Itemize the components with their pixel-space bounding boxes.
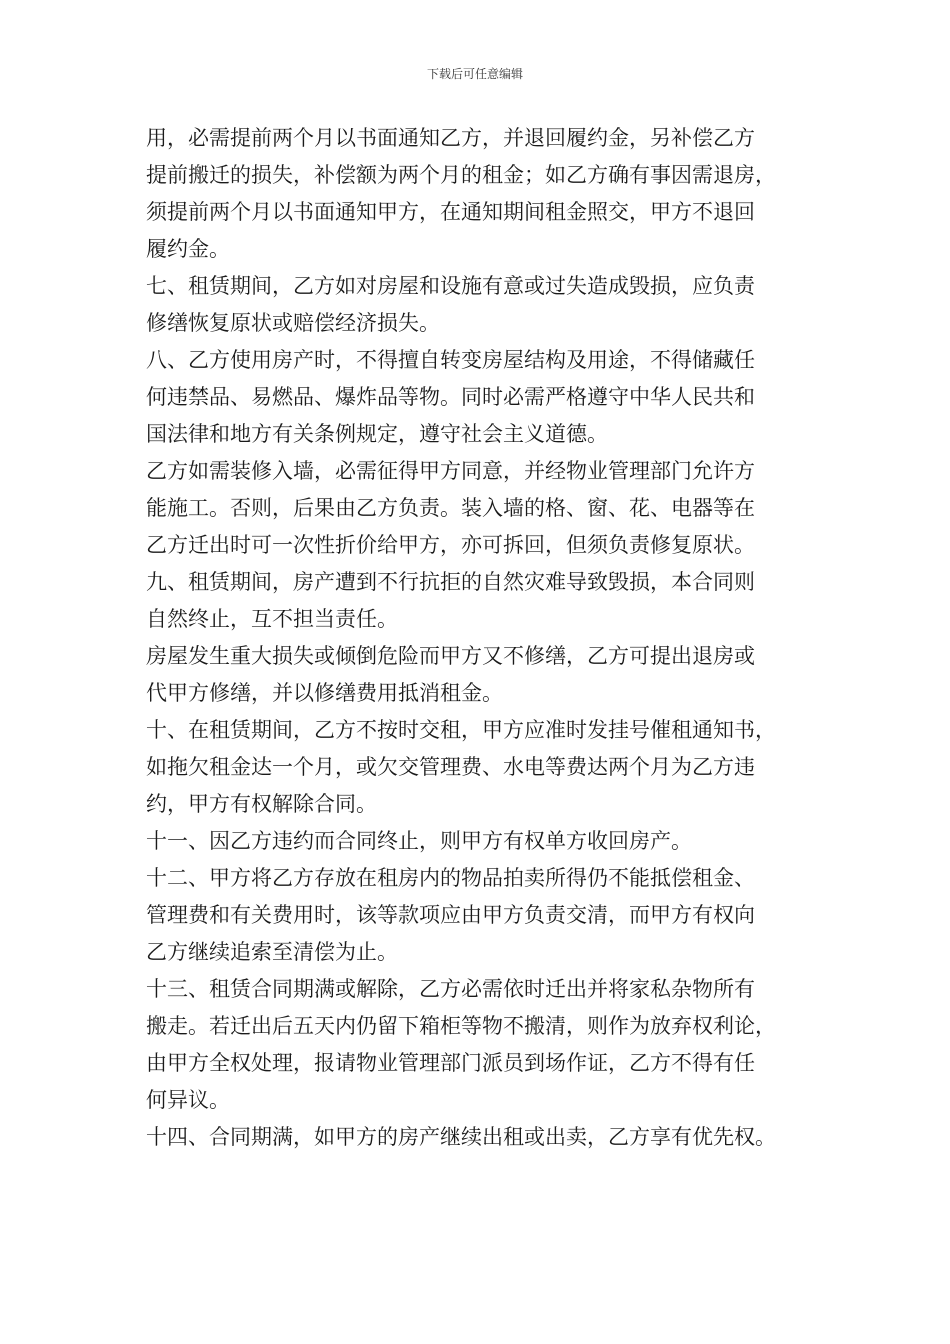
text-line: 乙方继续追索至清偿为止。 (146, 940, 398, 964)
text-line: 能施工。否则，后果由乙方负责。装入墙的格、窗、花、电器等在 (146, 496, 755, 520)
text-line: 由甲方全权处理，报请物业管理部门派员到场作证，乙方不得有任 (146, 1051, 755, 1075)
clause-9 (146, 564, 826, 638)
clause-14 (146, 1119, 826, 1156)
text-line: 履约金。 (146, 237, 230, 261)
text-line: 七、租赁期间，乙方如对房屋和设施有意或过失造成毁损，应负责 (146, 274, 755, 298)
clause-8-renovation (146, 453, 826, 564)
clause-11 (146, 823, 826, 860)
clause-8 (146, 342, 826, 453)
text-line: 国法律和地方有关条例规定，遵守社会主义道德。 (146, 422, 608, 446)
clause-13 (146, 971, 826, 1119)
clause-7 (146, 268, 826, 342)
page-header: 下载后可任意编辑 (426, 67, 523, 81)
text-line: 管理费和有关费用时，该等款项应由甲方负责交清，而甲方有权向 (146, 903, 755, 927)
clause-12 (146, 860, 826, 971)
text-line: 提前搬迁的损失，补偿额为两个月的租金；如乙方确有事因需退房， (146, 163, 776, 187)
text-line: 乙方如需装修入墙，必需征得甲方同意，并经物业管理部门允许方 (146, 459, 755, 483)
text-line: 十一、因乙方违约而合同终止，则甲方有权单方收回房产。 (146, 829, 692, 853)
text-line: 十二、甲方将乙方存放在租房内的物品拍卖所得仍不能抵偿租金、 (146, 866, 755, 890)
text-line: 自然终止，互不担当责任。 (146, 607, 398, 631)
clause-9-damage (146, 638, 826, 712)
text-line: 代甲方修缮，并以修缮费用抵消租金。 (146, 681, 503, 705)
text-line: 十三、租赁合同期满或解除，乙方必需依时迁出并将家私杂物所有 (146, 977, 755, 1001)
text-line: 乙方迁出时可一次性折价给甲方，亦可拆回，但须负责修复原状。 (146, 533, 755, 557)
clause-10 (146, 712, 826, 823)
paragraph-continuation (146, 120, 826, 268)
text-line: 八、乙方使用房产时，不得擅自转变房屋结构及用途，不得储藏任 (146, 348, 755, 372)
text-line: 约，甲方有权解除合同。 (146, 792, 377, 816)
text-line: 十四、合同期满，如甲方的房产继续出租或出卖，乙方享有优先权。 (146, 1125, 776, 1149)
text-line: 用，必需提前两个月以书面通知乙方，并退回履约金，另补偿乙方 (146, 126, 755, 150)
text-line: 十、在租赁期间，乙方不按时交租，甲方应准时发挂号催租通知书， (146, 718, 776, 742)
text-line: 何违禁品、易燃品、爆炸品等物。同时必需严格遵守中华人民共和 (146, 385, 755, 409)
text-line: 如拖欠租金达一个月，或欠交管理费、水电等费达两个月为乙方违 (146, 755, 755, 779)
text-line: 何异议。 (146, 1088, 230, 1112)
text-line: 房屋发生重大损失或倾倒危险而甲方又不修缮，乙方可提出退房或 (146, 644, 755, 668)
document-body (146, 120, 826, 1156)
text-line: 修缮恢复原状或赔偿经济损失。 (146, 311, 440, 335)
text-line: 须提前两个月以书面通知甲方，在通知期间租金照交，甲方不退回 (146, 200, 755, 224)
text-line: 九、租赁期间，房产遭到不行抗拒的自然灾难导致毁损，本合同则 (146, 570, 755, 594)
text-line: 搬走。若迁出后五天内仍留下箱柜等物不搬清，则作为放弃权利论， (146, 1014, 776, 1038)
